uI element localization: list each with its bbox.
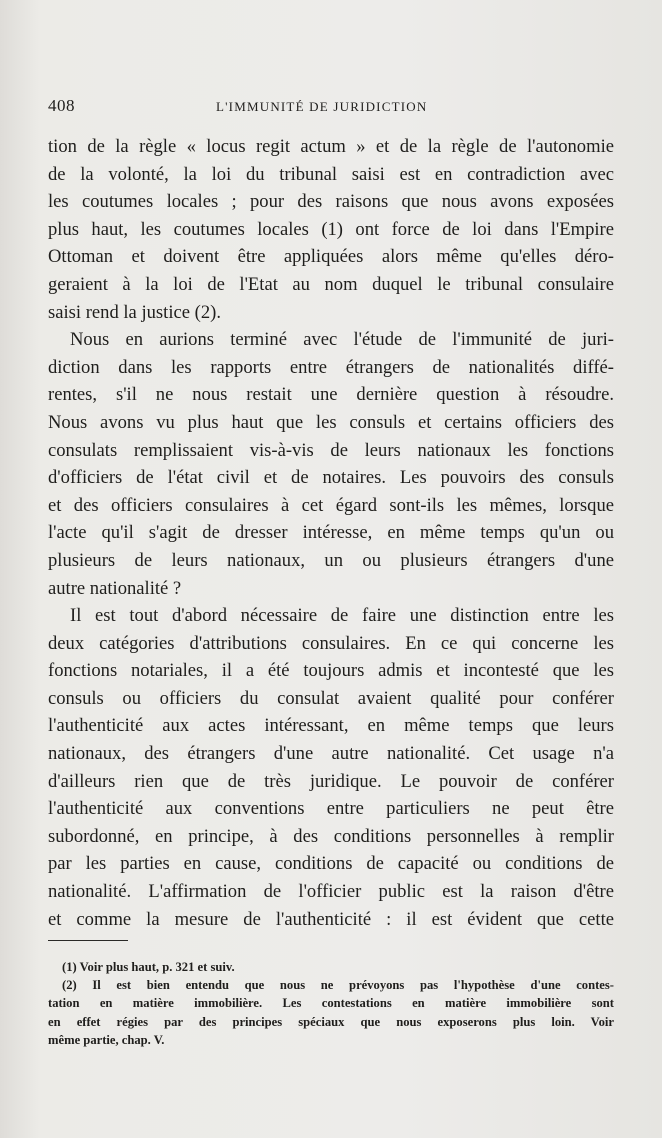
footnotes bbox=[48, 958, 614, 1049]
text-line: Il est tout d'abord nécessaire de faire une distinction entre les bbox=[70, 605, 614, 627]
text-line: et comme la mesure de l'authenticité : il est évident que cette bbox=[48, 908, 614, 930]
text-line: d'officiers de l'état civil et de notaires. Les pouvoirs des consuls bbox=[48, 467, 614, 489]
text-line: nationalité. L'affirmation de l'officier public est la raison d'être bbox=[48, 881, 614, 903]
text-line: nationaux, des étrangers d'une autre nationalité. Cet usage n'a bbox=[48, 743, 614, 765]
text-line: subordonné, en principe, à des conditions personnelles à remplir bbox=[48, 825, 614, 847]
page-header bbox=[48, 96, 614, 118]
text-line: l'authenticité aux conventions entre particuliers ne peut être bbox=[48, 798, 614, 820]
text-line: d'ailleurs rien que de très juridique. Le pouvoir de conférer bbox=[48, 770, 614, 792]
text-line: et des officiers consulaires à cet égard sont-ils les mêmes, lorsque bbox=[48, 494, 614, 516]
text-line: consuls ou officiers du consulat avaient qualité pour conférer bbox=[48, 687, 614, 709]
footnote-line: en effet régies par des principes spéciaux que nous exposerons plus loin. Voir bbox=[48, 1014, 614, 1029]
text-line: par les parties en cause, conditions de capacité ou conditions de bbox=[48, 853, 614, 875]
body-text bbox=[48, 133, 614, 933]
text-line: consulats remplissaient vis-à-vis de leurs nationaux les fonctions bbox=[48, 439, 614, 461]
text-line: les coutumes locales ; pour des raisons que nous avons exposées bbox=[48, 191, 614, 213]
footnote-line: (1) Voir plus haut, p. 321 et suiv. bbox=[62, 960, 235, 974]
text-line: plus haut, les coutumes locales (1) ont force de loi dans l'Empire bbox=[48, 218, 614, 240]
footnote-divider bbox=[48, 940, 128, 941]
text-line: l'acte qu'il s'agit de dresser intéresse, en même temps qu'un ou bbox=[48, 522, 614, 544]
footnote-line: tation en matière immobilière. Les contestations en matière immobilière sont bbox=[48, 996, 614, 1011]
text-line: de la volonté, la loi du tribunal saisi est en contradiction avec bbox=[48, 163, 614, 185]
text-line: Nous en aurions terminé avec l'étude de l'immunité de juri- bbox=[70, 329, 614, 351]
text-line: fonctions notariales, il a été toujours admis et incontesté que les bbox=[48, 660, 614, 682]
text-line: tion de la règle « locus regit actum » et de la règle de l'autonomie bbox=[48, 136, 614, 157]
text-line: geraient à la loi de l'Etat au nom duquel le tribunal consulaire bbox=[48, 273, 614, 295]
text-line: saisi rend la justice (2). bbox=[48, 301, 221, 323]
footnote-line: même partie, chap. V. bbox=[48, 1032, 165, 1047]
text-line: diction dans les rapports entre étrangers de nationalités diffé- bbox=[48, 356, 614, 378]
text-line: deux catégories d'attributions consulaires. En ce qui concerne les bbox=[48, 632, 614, 654]
text-line: Ottoman et doivent être appliquées alors même qu'elles déro- bbox=[48, 246, 614, 268]
text-line: autre nationalité ? bbox=[48, 577, 182, 599]
running-head: L'IMMUNITÉ DE JURIDICTION bbox=[216, 99, 428, 114]
page-number: 408 bbox=[48, 96, 75, 115]
text-line: Nous avons vu plus haut que les consuls et certains officiers des bbox=[48, 411, 614, 433]
text-line: plusieurs de leurs nationaux, un ou plusieurs étrangers d'une bbox=[48, 549, 614, 571]
text-line: rentes, s'il ne nous restait une dernière question à résoudre. bbox=[48, 384, 614, 406]
text-line: l'authenticité aux actes intéressant, en même temps que leurs bbox=[48, 715, 614, 737]
footnote-line: (2) Il est bien entendu que nous ne prévoyons pas l'hypothèse d'une contes- bbox=[62, 978, 614, 993]
